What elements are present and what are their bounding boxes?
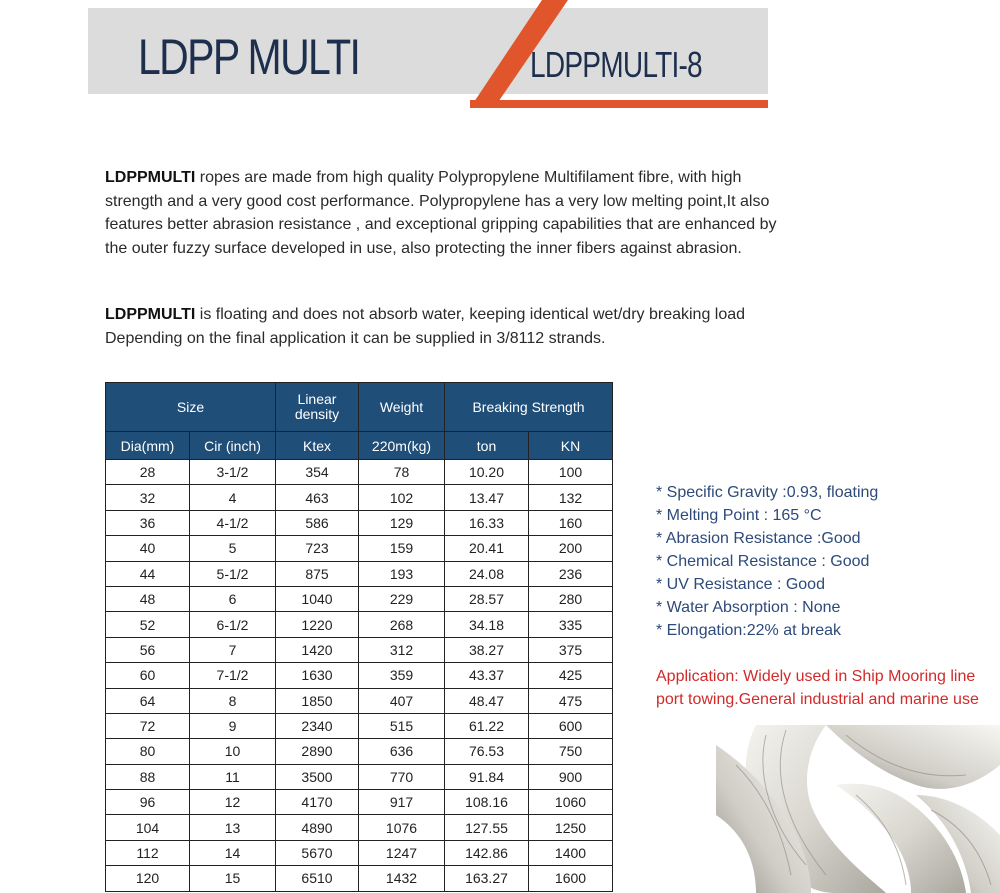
table-cell: 3500 bbox=[276, 764, 359, 789]
column-header: Ktex bbox=[276, 432, 359, 460]
property-item: * Specific Gravity :0.93, floating bbox=[656, 484, 879, 501]
table-cell: 14 bbox=[190, 840, 276, 865]
table-row bbox=[106, 866, 613, 891]
table-cell: 475 bbox=[529, 688, 613, 713]
table-cell: 3-1/2 bbox=[190, 460, 276, 485]
table-cell: 120 bbox=[106, 866, 190, 891]
header-linear-density bbox=[276, 383, 359, 432]
table-cell: 16.33 bbox=[445, 510, 529, 535]
table-cell: 10 bbox=[190, 739, 276, 764]
table-cell: 463 bbox=[276, 485, 359, 510]
table-cell: 91.84 bbox=[445, 764, 529, 789]
table-row bbox=[106, 586, 613, 611]
application-line-1: Application: Widely used in Ship Mooring line bbox=[656, 668, 976, 685]
table-cell: 96 bbox=[106, 790, 190, 815]
table-cell: 600 bbox=[529, 713, 613, 738]
table-cell: 4-1/2 bbox=[190, 510, 276, 535]
table-cell: 359 bbox=[359, 663, 445, 688]
table-cell: 1600 bbox=[529, 866, 613, 891]
table-cell: 24.08 bbox=[445, 561, 529, 586]
column-header: KN bbox=[529, 432, 613, 460]
brand-name: LDPPMULTI bbox=[105, 306, 196, 323]
table-cell: 20.41 bbox=[445, 536, 529, 561]
table-cell: 1250 bbox=[529, 815, 613, 840]
table-cell: 193 bbox=[359, 561, 445, 586]
property-item: * Elongation:22% at break bbox=[656, 622, 842, 639]
table-cell: 1060 bbox=[529, 790, 613, 815]
property-item: * Abrasion Resistance :Good bbox=[656, 530, 861, 547]
table-cell: 900 bbox=[529, 764, 613, 789]
table-cell: 229 bbox=[359, 586, 445, 611]
table-cell: 1400 bbox=[529, 840, 613, 865]
table-cell: 4170 bbox=[276, 790, 359, 815]
table-cell: 750 bbox=[529, 739, 613, 764]
table-cell: 48 bbox=[106, 586, 190, 611]
description-paragraph-2 bbox=[105, 303, 795, 350]
column-header: Cir (inch) bbox=[190, 432, 276, 460]
table-cell: 7 bbox=[190, 637, 276, 662]
table-cell: 56 bbox=[106, 637, 190, 662]
table-cell: 335 bbox=[529, 612, 613, 637]
table-cell: 236 bbox=[529, 561, 613, 586]
table-cell: 44 bbox=[106, 561, 190, 586]
header-size: Size bbox=[106, 383, 276, 432]
description-text-1: ropes are made from high quality Polypropylene Multifilament fibre, with high strength and a very good cost performance. Polypropylene has a very low melting point,It also features better abrasion resistance , and exceptional gripping capabilities that are enhanced by the outer fuzzy surface developed in use, also protecting the inner fibers against abrasion. bbox=[105, 169, 777, 257]
table-cell: 515 bbox=[359, 713, 445, 738]
table-cell: 88 bbox=[106, 764, 190, 789]
table-row bbox=[106, 612, 613, 637]
table-cell: 127.55 bbox=[445, 815, 529, 840]
table-row bbox=[106, 561, 613, 586]
table-cell: 1630 bbox=[276, 663, 359, 688]
product-code: LDPPMULTI-8 bbox=[530, 44, 702, 85]
application-note bbox=[656, 665, 979, 711]
table-cell: 28 bbox=[106, 460, 190, 485]
header-linear-density-label: Linear density bbox=[294, 391, 340, 422]
table-cell: 7-1/2 bbox=[190, 663, 276, 688]
brand-name: LDPPMULTI bbox=[105, 169, 196, 186]
table-cell: 5670 bbox=[276, 840, 359, 865]
table-cell: 1220 bbox=[276, 612, 359, 637]
table-cell: 1432 bbox=[359, 866, 445, 891]
table-cell: 80 bbox=[106, 739, 190, 764]
table-cell: 1247 bbox=[359, 840, 445, 865]
table-cell: 72 bbox=[106, 713, 190, 738]
table-cell: 13 bbox=[190, 815, 276, 840]
header-weight: Weight bbox=[359, 383, 445, 432]
table-cell: 132 bbox=[529, 485, 613, 510]
table-cell: 36 bbox=[106, 510, 190, 535]
table-row bbox=[106, 485, 613, 510]
header-breaking-strength: Breaking Strength bbox=[445, 383, 613, 432]
table-cell: 1076 bbox=[359, 815, 445, 840]
table-cell: 129 bbox=[359, 510, 445, 535]
table-cell: 4 bbox=[190, 485, 276, 510]
rope-photo bbox=[716, 725, 1000, 893]
table-row bbox=[106, 536, 613, 561]
column-header: 220m(kg) bbox=[359, 432, 445, 460]
description-text-2: is floating and does not absorb water, keeping identical wet/dry breaking load Depending on the final application it can be supplied in 3/8112 strands. bbox=[105, 306, 746, 347]
table-row bbox=[106, 790, 613, 815]
table-cell: 160 bbox=[529, 510, 613, 535]
table-cell: 142.86 bbox=[445, 840, 529, 865]
table-cell: 375 bbox=[529, 637, 613, 662]
spec-table bbox=[105, 382, 613, 892]
table-cell: 100 bbox=[529, 460, 613, 485]
properties-list bbox=[656, 481, 878, 642]
table-cell: 1850 bbox=[276, 688, 359, 713]
table-cell: 102 bbox=[359, 485, 445, 510]
table-cell: 636 bbox=[359, 739, 445, 764]
table-cell: 6 bbox=[190, 586, 276, 611]
table-cell: 48.47 bbox=[445, 688, 529, 713]
table-cell: 200 bbox=[529, 536, 613, 561]
property-item: * UV Resistance : Good bbox=[656, 576, 825, 593]
table-cell: 38.27 bbox=[445, 637, 529, 662]
table-cell: 104 bbox=[106, 815, 190, 840]
table-cell: 9 bbox=[190, 713, 276, 738]
table-cell: 723 bbox=[276, 536, 359, 561]
table-row bbox=[106, 688, 613, 713]
table-cell: 2890 bbox=[276, 739, 359, 764]
table-row bbox=[106, 713, 613, 738]
table-cell: 586 bbox=[276, 510, 359, 535]
table-cell: 8 bbox=[190, 688, 276, 713]
table-cell: 60 bbox=[106, 663, 190, 688]
table-cell: 163.27 bbox=[445, 866, 529, 891]
table-cell: 78 bbox=[359, 460, 445, 485]
application-line-2: port towing.General industrial and marine use bbox=[656, 691, 979, 708]
table-cell: 108.16 bbox=[445, 790, 529, 815]
table-row bbox=[106, 460, 613, 485]
table-cell: 5 bbox=[190, 536, 276, 561]
table-cell: 354 bbox=[276, 460, 359, 485]
property-item: * Water Absorption : None bbox=[656, 599, 841, 616]
table-cell: 52 bbox=[106, 612, 190, 637]
page-title: LDPP MULTI bbox=[138, 29, 360, 85]
table-cell: 312 bbox=[359, 637, 445, 662]
table-row bbox=[106, 840, 613, 865]
table-cell: 10.20 bbox=[445, 460, 529, 485]
property-item: * Melting Point : 165 °C bbox=[656, 507, 822, 524]
property-item: * Chemical Resistance : Good bbox=[656, 553, 870, 570]
table-row bbox=[106, 764, 613, 789]
table-cell: 425 bbox=[529, 663, 613, 688]
table-cell: 28.57 bbox=[445, 586, 529, 611]
table-cell: 12 bbox=[190, 790, 276, 815]
table-cell: 40 bbox=[106, 536, 190, 561]
table-cell: 407 bbox=[359, 688, 445, 713]
table-cell: 64 bbox=[106, 688, 190, 713]
table-cell: 112 bbox=[106, 840, 190, 865]
table-cell: 13.47 bbox=[445, 485, 529, 510]
table-cell: 1040 bbox=[276, 586, 359, 611]
table-cell: 43.37 bbox=[445, 663, 529, 688]
table-row bbox=[106, 637, 613, 662]
table-cell: 280 bbox=[529, 586, 613, 611]
table-cell: 15 bbox=[190, 866, 276, 891]
table-cell: 32 bbox=[106, 485, 190, 510]
table-cell: 4890 bbox=[276, 815, 359, 840]
table-cell: 2340 bbox=[276, 713, 359, 738]
table-row bbox=[106, 663, 613, 688]
table-cell: 5-1/2 bbox=[190, 561, 276, 586]
table-row bbox=[106, 739, 613, 764]
table-cell: 6-1/2 bbox=[190, 612, 276, 637]
table-cell: 11 bbox=[190, 764, 276, 789]
table-cell: 6510 bbox=[276, 866, 359, 891]
table-cell: 875 bbox=[276, 561, 359, 586]
table-cell: 1420 bbox=[276, 637, 359, 662]
table-cell: 61.22 bbox=[445, 713, 529, 738]
table-cell: 159 bbox=[359, 536, 445, 561]
table-cell: 770 bbox=[359, 764, 445, 789]
column-header: Dia(mm) bbox=[106, 432, 190, 460]
description-paragraph-1 bbox=[105, 166, 795, 260]
table-cell: 76.53 bbox=[445, 739, 529, 764]
column-header: ton bbox=[445, 432, 529, 460]
table-cell: 917 bbox=[359, 790, 445, 815]
table-row bbox=[106, 510, 613, 535]
table-cell: 34.18 bbox=[445, 612, 529, 637]
table-cell: 268 bbox=[359, 612, 445, 637]
table-row bbox=[106, 815, 613, 840]
